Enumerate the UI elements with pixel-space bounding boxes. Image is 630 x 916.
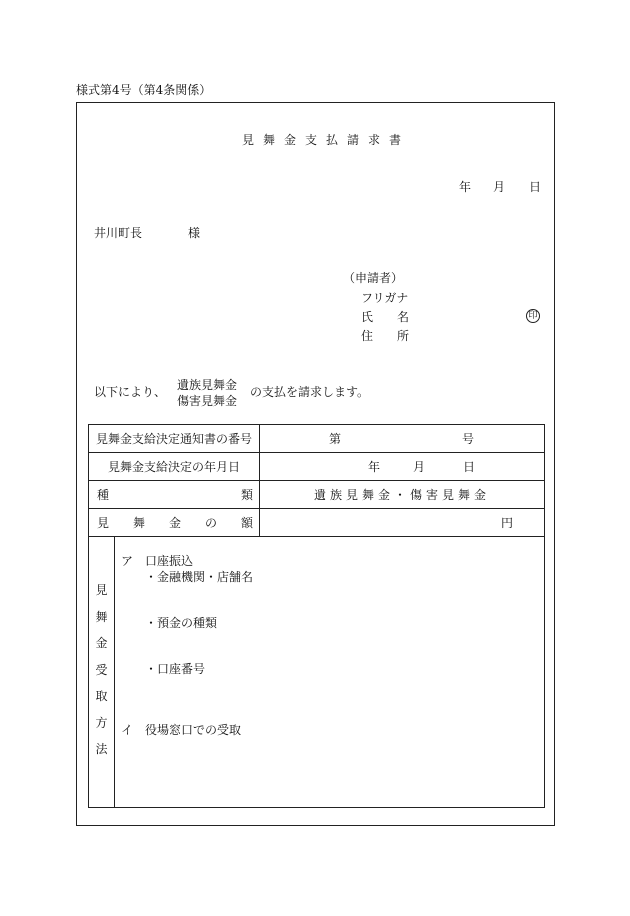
type-label-left: 種: [97, 488, 110, 502]
notice-number-go: 号: [462, 431, 475, 446]
request-option-bereaved: 遺族見舞金: [177, 378, 238, 392]
bank-branch-label: ・金融機関・店舗名: [145, 570, 254, 584]
decision-month-label: 月: [413, 459, 426, 474]
option-counter-pickup: イ 役場窓口での受取: [121, 723, 242, 737]
decision-day-label: 日: [463, 459, 476, 474]
amount-label-char: 見: [97, 516, 110, 530]
type-label-right: 類: [241, 488, 254, 502]
vertical-label-char: 受: [95, 662, 108, 677]
request-suffix: の支払を請求します。: [250, 385, 370, 399]
date-year-label: 年: [459, 180, 472, 194]
type-label-cell: [89, 481, 260, 509]
form-title: 見舞金支払請求書: [242, 133, 411, 147]
addressee-name: 井川町長: [94, 226, 143, 240]
seal-mark: 印: [526, 309, 540, 323]
name-label: 氏 名: [361, 310, 410, 324]
receipt-method-vertical-label: [89, 537, 114, 763]
amount-label-char: 舞: [133, 516, 146, 530]
vertical-label-char: 見: [95, 583, 108, 597]
vertical-label-char: 取: [95, 689, 108, 703]
furigana-label: フリガナ: [361, 291, 409, 305]
option-bank-transfer: ア 口座振込: [121, 554, 194, 568]
table-row-receipt-method: [89, 537, 545, 808]
applicant-heading: （申請者）: [343, 271, 404, 285]
vertical-label-char: 舞: [95, 609, 108, 624]
decision-date-cell[interactable]: [260, 453, 545, 481]
vertical-label-char: 方: [95, 715, 108, 730]
amount-label-cell: [89, 509, 260, 537]
amount-cell[interactable]: [260, 509, 545, 537]
request-prefix: 以下により、: [94, 385, 167, 399]
vertical-label-char: 法: [95, 742, 108, 756]
notice-number-label: 見舞金支給決定通知書の番号: [89, 425, 260, 453]
payment-details-table: [88, 424, 545, 808]
amount-yen: 円: [501, 516, 514, 530]
table-row-type: [89, 481, 545, 509]
amount-label-char: 額: [241, 516, 254, 530]
account-number-label: ・口座番号: [145, 662, 206, 676]
decision-date-label: 見舞金支給決定の年月日: [89, 453, 260, 481]
form-number-header: 様式第4号（第4条関係）: [76, 83, 212, 97]
table-row-notice-number: [89, 425, 545, 453]
notice-number-dai: 第: [329, 431, 342, 446]
address-label: 住 所: [361, 329, 410, 343]
request-option-injury: 傷害見舞金: [177, 394, 238, 408]
table-row-amount: [89, 509, 545, 537]
vertical-label-char: 金: [95, 636, 108, 650]
amount-label-char: の: [205, 516, 218, 530]
notice-number-cell[interactable]: [260, 425, 545, 453]
deposit-type-label: ・預金の種類: [145, 616, 218, 630]
date-month-label: 月: [493, 180, 506, 194]
type-value[interactable]: 遺族見舞金・傷害見舞金: [260, 481, 545, 509]
addressee-honorific: 様: [188, 226, 201, 240]
amount-label-char: 金: [169, 516, 182, 530]
receipt-method-label-cell: [89, 537, 115, 808]
table-row-decision-date: [89, 453, 545, 481]
receipt-method-content-cell[interactable]: [115, 537, 545, 808]
date-day-label: 日: [529, 180, 542, 194]
decision-year-label: 年: [368, 459, 381, 474]
